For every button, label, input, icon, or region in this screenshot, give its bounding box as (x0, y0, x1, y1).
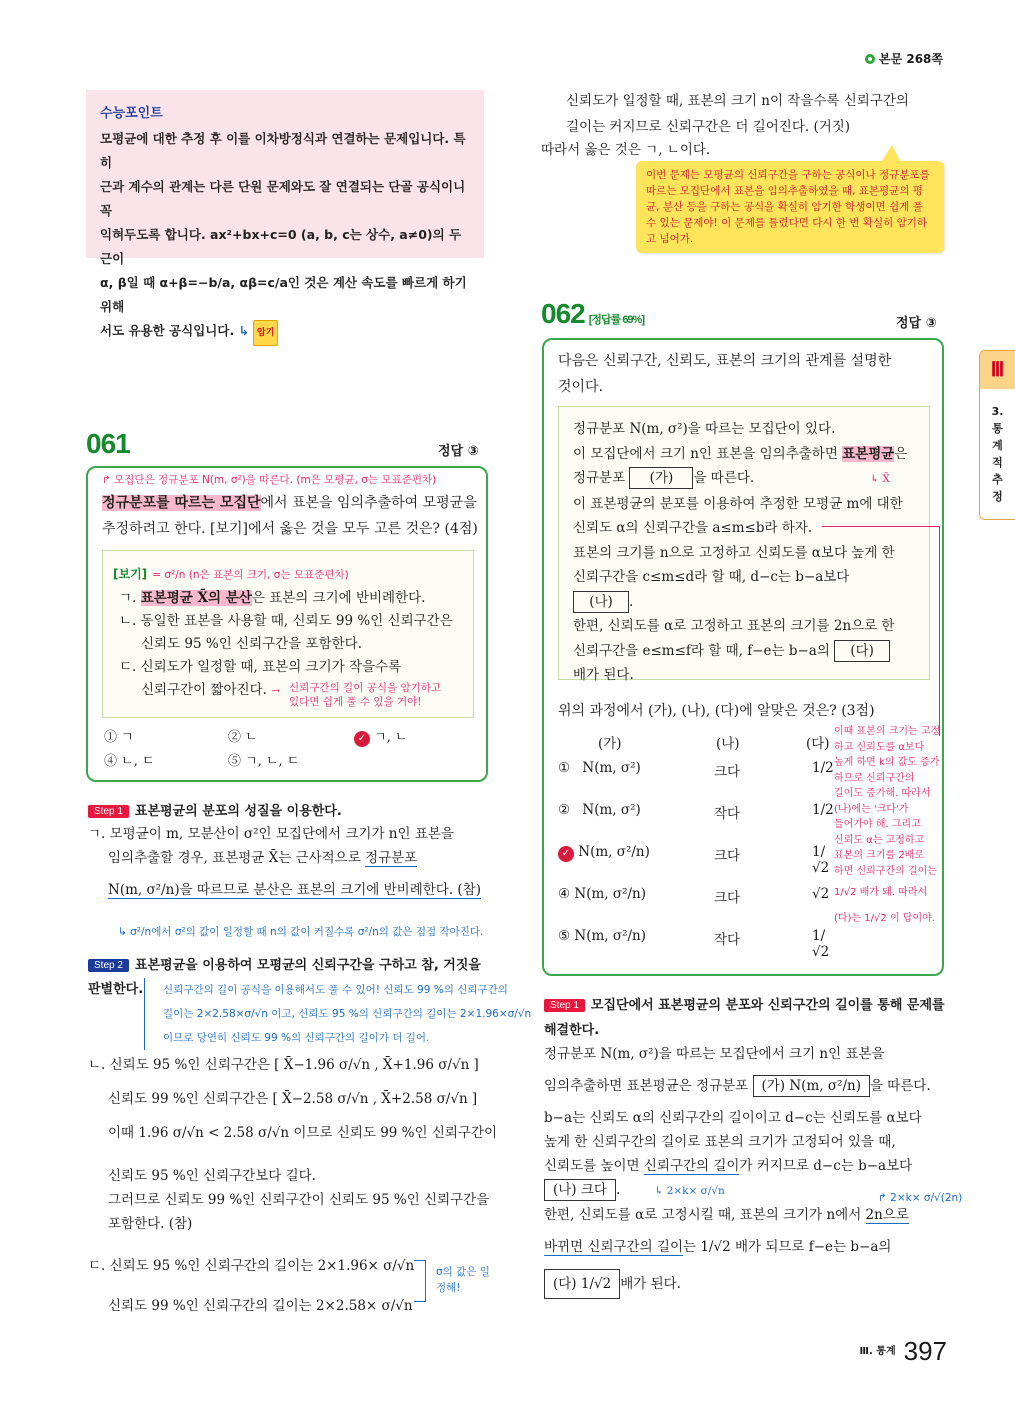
note-length-2n: ↱ 2×k× σ/√(2n) (878, 1192, 963, 1204)
footer-section: Ⅲ. 통계 (859, 1346, 896, 1357)
blank-da: (다) (834, 640, 890, 662)
solution-062: 정규분포 N(m, σ²)을 따르는 모집단에서 크기 n인 표본을 임의추출하면 표본평균은 정규분포 (가) N(m, σ²/n) 을 따른다. b−a는 신뢰도 α의 신뢰구간의 길이이고 d−c는 신뢰도를 α보다 높게 한 신뢰구간의 길이로 표본의 크기가 고정되어 있을 때, 신뢰도를 높이면 신뢰구간의 길이가 커지므로 d−c는 b−a보다 (나) 크다 . ↳ 2×k× σ/√n 한편, 신뢰도를 α로 고정시킬 때, 표본의 크기가 n에서 2n으로 바뀌면 신뢰구간의 길이는 1/√2 배가 되므로 f−e는 b−a의 (다) 1/√2 배가 된다. (544, 1042, 954, 1299)
annotation-population: ↱ 모집단은 정규분포 N(m, σ²)을 따른다. (m은 모평균, σ는 모표준편차) (102, 474, 437, 486)
solution-061-a: ㄱ. 모평균이 m, 모분산이 σ²인 모집단에서 크기가 n인 표본을 임의추출할 경우, 표본평균 X̄는 근사적으로 정규분포 N(m, σ²/n)을 따르므로 분산은 표본의 크기에 반비례한다. (참) (88, 826, 481, 898)
item3-note: 신뢰구간의 길이 공식을 암기하고 있다면 쉽게 풀 수 있을 거야! (289, 682, 442, 708)
choice-row-3[interactable]: ✓ N(m, σ²/n) 크다 1/√2 (558, 844, 838, 862)
memorize-tag: 암기 (253, 320, 278, 346)
chapter-label: 3. 통 계 적 추 정 (991, 405, 1004, 503)
answer-box-na: (나) 크다 (544, 1179, 616, 1201)
bogi-item-3: ㄷ. 신뢰도가 일정할 때, 표본의 크기가 작을수록 (119, 659, 402, 675)
bracket-icon (414, 1260, 426, 1302)
note-interval-length: 신뢰구간의 길이 공식을 이용해서도 풀 수 있어! 신뢰도 99 %의 신뢰구간의 길이는 2×2.58×σ/√n 이고, 신뢰도 95 %의 신뢰구간의 길이는 2×1.96×σ/√n 이므로 당연히 신뢰도 99 %의 신뢰구간의 길이가 더 길어. (144, 978, 531, 1050)
choice-5[interactable]: ⑤ ㄱ, ㄴ, ㄷ (228, 754, 300, 769)
page-number: 397 (903, 1336, 947, 1366)
prev-solution-continuation: 신뢰도가 일정할 때, 표본의 크기 n이 작을수록 신뢰구간의 길이는 커지므로 신뢰구간은 더 길어진다. (거짓) (566, 93, 909, 135)
chapter-side-tab[interactable] (979, 350, 1015, 520)
page-reference: 본문 268쪽 (865, 50, 943, 67)
choice-1[interactable]: ① ㄱ (104, 730, 134, 745)
answer-061: 정답 ③ (438, 444, 479, 459)
problem-062-box: 다음은 신뢰구간, 신뢰도, 표본의 크기의 관계를 설명한 것이다. 정규분포 N(m, σ²)을 따르는 모집단이 있다. 이 모집단에서 크기 n인 표본을 임의추출하면 표본평균은 정규분포 (가) 을 따른다. ↳ X̄ 이 표본평균의 분포를 이용하여 추정한 모평균 m에 대한 신뢰도 α의 신뢰구간을 a≤m≤b라 하자. 표본의 크기를 n으로 고정하고 신뢰도를 α보다 높게 한 신뢰구간을 c≤m≤d라 할 때, d−c는 b−a보다 (나) . 한편, 신뢰도를 α로 고정하고 표본의 크기를 2n으로 한 신뢰구간을 e≤m≤f라 할 때, f−e는 b−a의 (다) 배가 된다. 위의 과정에서 (가), (나), (다)에 알맞은 것은? (3점) (가) (나) (다) ① N(m, σ²) 크다 1/2 ② N(m, σ²) 작다 1/2 ✓ N(m, σ²/n) 크다 1/√2 ④ N(m, σ²/n) 크다 √2 ⑤ N(m, σ²/n) 작다 1/√2 이때 표본의 크기는 고정 하고 신뢰도를 α보다 높게 하면 k의 값도 증가 하므로 신뢰구간의 길이도 증가해. 따라서 (나)에는 '크다'가 들어가야 해. 그리고 신뢰도 α는 고정하고 표본의 크기를 2배로 하면 신뢰구간의 길이는 1/√2 배가 돼. 따라서 (다)는 1/√2 이 답이야. (542, 338, 944, 976)
step2-061: Step 2 표본평균을 이용하여 모평균의 신뢰구간을 구하고 참, 거짓을 (88, 954, 481, 973)
choice-3[interactable]: ✓ ㄱ, ㄴ (354, 726, 408, 747)
tip-box (86, 90, 484, 338)
side-explanation-note: 이때 표본의 크기는 고정 하고 신뢰도를 α보다 높게 하면 k의 값도 증가 하므로 신뢰구간의 길이도 증가해. 따라서 (나)에는 '크다'가 들어가야 해. 그리고 신뢰도 α는 고정하고 표본의 크기를 2배로 하면 신뢰구간의 길이는 1/√2 배가 돼. 따라서 (다)는 1/√2 이 답이야. (834, 726, 941, 924)
bogi-label: [보기] (113, 567, 148, 581)
blank-na: (나) (573, 591, 629, 613)
bogi-item-1: ㄱ. 표본평균 X̄의 분산은 표본의 크기에 반비례한다. (119, 590, 426, 606)
answer-box-ga: (가) N(m, σ²/n) (753, 1075, 870, 1097)
blank-ga: (가) (629, 467, 693, 489)
choice-row-4[interactable]: ④ N(m, σ²/n) 크다 √2 (558, 886, 830, 906)
bogi-items: ㄱ. 표본평균 X̄의 분산은 표본의 크기에 반비례한다. ㄴ. 동일한 표본을 사용할 때, 신뢰도 99 %인 신뢰구간은 신뢰도 95 %인 신뢰구간을 포함한다. ㄷ. 신뢰도가 일정할 때, 표본의 크기가 작을수록 신뢰구간이 짧아진다. → (119, 587, 469, 703)
process-box: 정규분포 N(m, σ²)을 따르는 모집단이 있다. 이 모집단에서 크기 n인 표본을 임의추출하면 표본평균은 정규분포 (가) 을 따른다. ↳ X̄ 이 표본평균의 분포를 이용하여 추정한 모평균 m에 대한 신뢰도 α의 신뢰구간을 a≤m≤b라 하자. 표본의 크기를 n으로 고정하고 신뢰도를 α보다 높게 한 신뢰구간을 c≤m≤d라 할 때, d−c는 b−a보다 (나) . 한편, 신뢰도를 α로 고정하고 표본의 크기를 2n으로 한 신뢰구간을 e≤m≤f라 할 때, f−e는 b−a의 (다) 배가 된다. (558, 406, 930, 680)
solution-061-d: ㄷ. 신뢰도 95 %인 신뢰구간의 길이는 2×1.96× σ/√n 신뢰도 99 %인 신뢰구간의 길이는 2×2.58× σ/√n (88, 1258, 415, 1314)
answer-062: 정답 ③ (896, 316, 937, 331)
intro-062: 다음은 신뢰구간, 신뢰도, 표본의 크기의 관계를 설명한 것이다. (558, 353, 892, 395)
chapter-roman: Ⅲ (980, 351, 1015, 389)
step1-062: Step 1 모집단에서 표본평균의 분포와 신뢰구간의 길이를 통해 문제를 해결한다. (544, 998, 945, 1038)
answer-box-da: (다) 1/√2 (544, 1269, 620, 1299)
tip-title: 수능포인트 (100, 106, 163, 121)
tip-body: 모평균에 대한 추정 후 이를 이차방정식과 연결하는 문제입니다. 특히 근과 계수의 관계는 다른 단원 문제와도 잘 연결되는 단골 공식이니 꼭 익혀두도록 합니다. ax²+bx+c=0 (a, b, c는 상수, a≠0)의 두 근이 α, β일 때 α+β=−b/a, αβ=c/a인 것은 계산 속도를 빠르게 하기 위해 서도 유용한 공식입니다. ↳ 암기 (100, 127, 470, 346)
prev-conclusion: 따라서 옳은 것은 ㄱ, ㄴ이다. (541, 142, 711, 158)
choice-2[interactable]: ② ㄴ (228, 730, 258, 745)
arrow-icon: ↳ (238, 323, 250, 338)
problem-number-062: 062 [정답률 69%] (541, 298, 644, 329)
note-sigma-constant: σ의 값은 일정해! (436, 1266, 490, 1294)
choice-row-1[interactable]: ① N(m, σ²) 크다 1/2 (558, 760, 834, 780)
question-061: 정규분포를 따르는 모집단에서 표본을 임의추출하여 모평균을 추정하려고 한다. [보기]에서 옳은 것을 모두 고른 것은? (4점) (102, 495, 478, 537)
problem-number-061: 061 (86, 428, 130, 459)
solution-061-c: 신뢰도 95 %인 신뢰구간보다 길다. 그러므로 신뢰도 99 %인 신뢰구간이 신뢰도 95 %인 신뢰구간을 포함한다. (참) (108, 1168, 490, 1232)
problem-061-box (86, 466, 488, 782)
note-variance: ↳ σ²/n에서 σ²의 값이 일정할 때 n의 값이 커질수록 σ²/n의 값은 점점 작아진다. (118, 926, 484, 938)
choice-row-5[interactable]: ⑤ N(m, σ²/n) 작다 1/√2 (558, 928, 830, 960)
question-062: 위의 과정에서 (가), (나), (다)에 알맞은 것은? (3점) (558, 703, 875, 719)
step1-061: Step 1 표본평균의 분포의 성질을 이용한다. (88, 800, 342, 819)
yellow-callout-note: 이번 문제는 모평균의 신뢰구간을 구하는 공식이나 정규분포를 따르는 모집단에서 표본을 임의추출하였을 때, 표본평균의 평균, 분산 등을 구하는 공식을 확실히 암기한 학생이면 쉽게 풀 수 있는 문제야! 이 문제를 틀렸다면 다시 한 번 확실히 암기하고 넘어가. (636, 161, 944, 253)
bogi-item-2: ㄴ. 동일한 표본을 사용할 때, 신뢰도 99 %인 신뢰구간은 (119, 613, 453, 629)
circle-bullet-icon (865, 54, 875, 64)
bogi-box: [보기] = σ²/n (n은 표본의 크기, σ는 모표준편차) ㄱ. 표본평균 X̄의 분산은 표본의 크기에 반비례한다. ㄴ. 동일한 표본을 사용할 때, 신뢰도 99 %인 신뢰구간은 신뢰도 95 %인 신뢰구간을 포함한다. ㄷ. 신뢰도가 일정할 때, 표본의 크기가 작을수록 신뢰구간이 짧아진다. → 신뢰구간의 길이 공식을 암기하고 있다면 쉽게 풀 수 있을 거야! (102, 550, 474, 718)
solution-061-b: ㄴ. 신뢰도 95 %인 신뢰구간은 [ X̄−1.96 σ/√n , X̄+1.96 σ/√n ] 신뢰도 99 %인 신뢰구간은 [ X̄−2.58 σ/√n , X̄+2.58 σ/√n ] 이때 1.96 σ/√n < 2.58 σ/√n 이므로 신뢰도 99 %인 신뢰구간이 (88, 1057, 498, 1141)
page-footer (860, 1336, 947, 1367)
correct-rate: [정답률 69%] (588, 314, 644, 326)
choice-4[interactable]: ④ ㄴ, ㄷ (104, 754, 155, 769)
checkmark-icon: ✓ (354, 731, 370, 747)
choice-row-2[interactable]: ② N(m, σ²) 작다 1/2 (558, 802, 834, 822)
checkmark-icon: ✓ (558, 846, 574, 862)
